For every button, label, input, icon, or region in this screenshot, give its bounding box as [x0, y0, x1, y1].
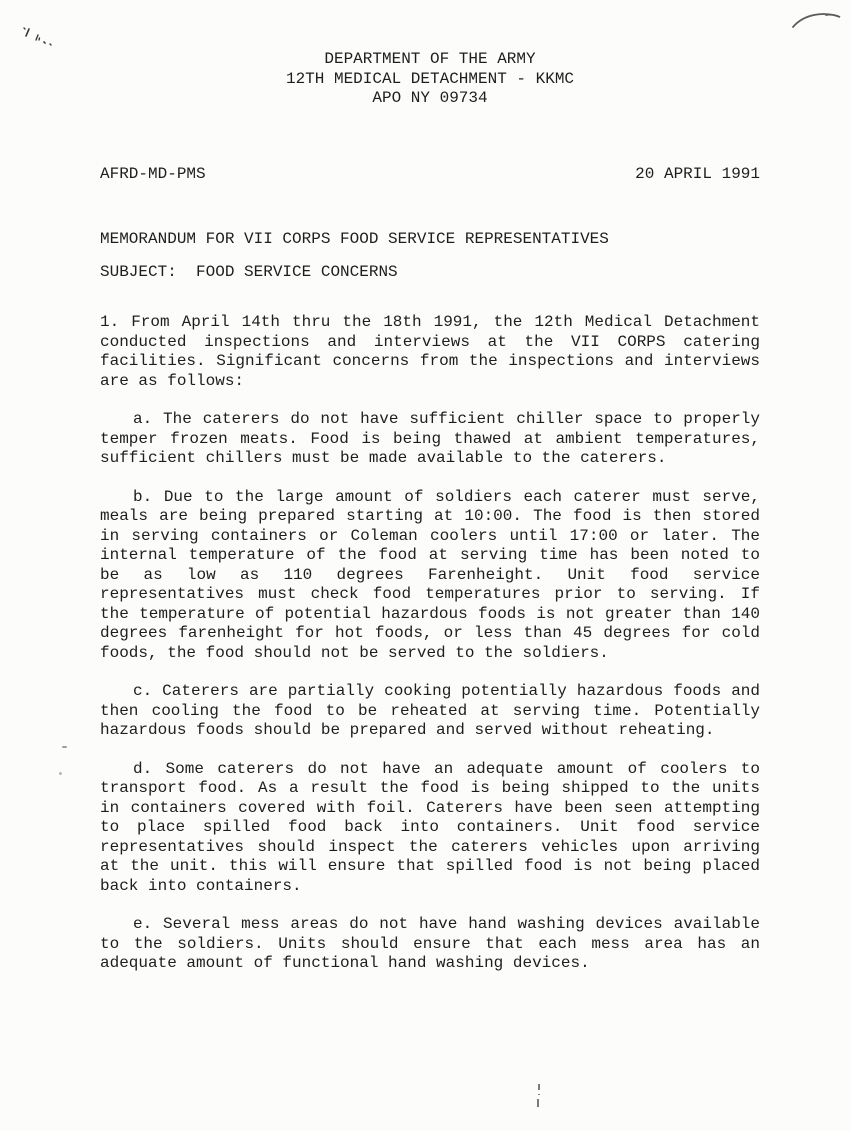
- document-content: [100, 50, 760, 974]
- subparagraph-e: e. Several mess areas do not have hand washing devices available to the soldiers. Units should ensure that each mess area has an adequate amount of functional hand washing devices.: [100, 915, 760, 972]
- symbol-date-row: [100, 165, 760, 185]
- subparagraph-b: b. Due to the large amount of soldiers each caterer must serve, meals are being prepared starting at 10:00. The food is then stored in serving containers or Coleman coolers until 17:00 or later. The internal temperature of the food at serving time has been noted to be as low as 110 degrees Farenheight. Unit food service representatives must check food temperatures prior to serving. If the temperature of potential hazardous foods is not greater than 140 degrees farenheight for hot foods, or less than 45 degrees for cold foods, the food should not be served to the soldiers.: [100, 487, 760, 662]
- memorandum-for-line: MEMORANDUM FOR VII CORPS FOOD SERVICE REPRESENTATIVES: [100, 230, 609, 248]
- subparagraph-c: c. Caterers are partially cooking potentially hazardous foods and then cooling the food to be reheated at serving time. Potentially hazardous foods should be prepared and served without reheating.: [100, 682, 760, 739]
- ink-marks-icon: [534, 1082, 544, 1112]
- date-line: 20 APRIL 1991: [635, 164, 760, 183]
- ink-speck: [59, 772, 62, 775]
- subparagraph-a: a. The caterers do not have sufficient chiller space to properly temper frozen meats. Food is being thawed at ambient temperatures, sufficient chillers must be made available to the caterers.: [100, 410, 760, 467]
- ink-speck: [62, 746, 67, 748]
- office-symbol: AFRD-MD-PMS: [100, 164, 206, 183]
- letterhead-line-1: DEPARTMENT OF THE ARMY: [324, 50, 536, 68]
- subparagraph-d: d. Some caterers do not have an adequate amount of coolers to transport food. As a result the food is being shipped to the units in containers covered with foil. Caterers have been seen attempting to place spilled food back into containers. Unit food service representatives should inspect the caterers vehicles upon arriving at the unit. this will ensure that spilled food is not being placed back into containers.: [100, 759, 760, 895]
- letterhead-line-3: APO NY 09734: [372, 89, 488, 107]
- body-paragraph-1: 1. From April 14th thru the 18th 1991, the 12th Medical Detachment conducted inspections and interviews at the VII CORPS catering facilities. Significant concerns from the inspections and interviews are as follows:: [100, 313, 760, 390]
- letterhead: [100, 50, 760, 109]
- letterhead-line-2: 12TH MEDICAL DETACHMENT - KKMC: [285, 69, 575, 88]
- pen-swoosh-icon: [790, 8, 848, 34]
- pen-scribble-icon: [22, 22, 82, 50]
- subject-line: SUBJECT: FOOD SERVICE CONCERNS: [100, 262, 398, 281]
